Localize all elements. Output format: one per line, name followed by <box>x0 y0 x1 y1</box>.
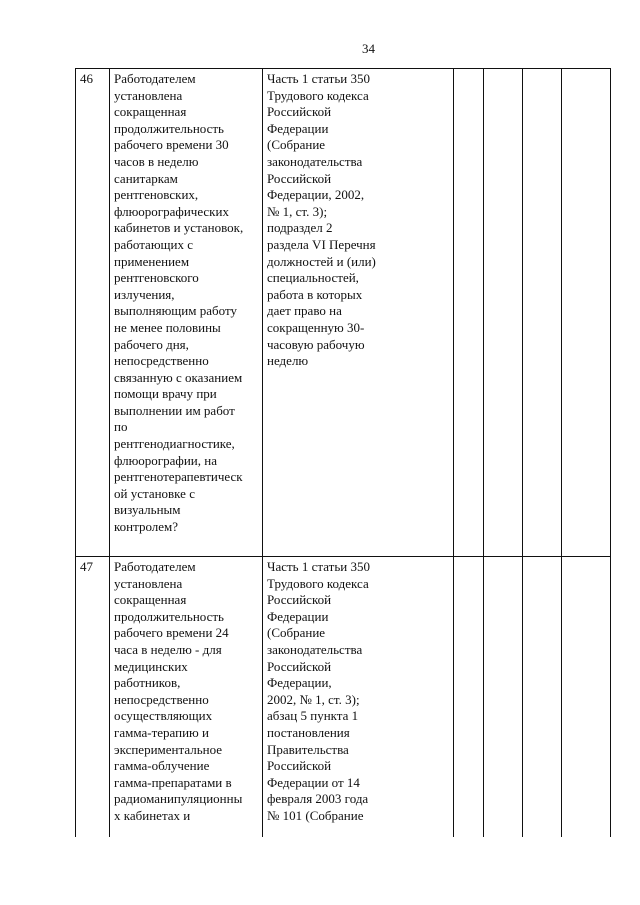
text-line: Федерации, 2002, <box>267 187 365 203</box>
text-line: Трудового кодекса <box>267 87 369 103</box>
text-line: Федерации <box>267 608 329 624</box>
text-line: Российской <box>267 758 332 774</box>
text-line: рентгенодиагностике, <box>114 436 235 452</box>
text-line: контролем? <box>114 519 179 535</box>
text-line: Федерации, <box>267 675 332 691</box>
text-line: часов в неделю <box>114 153 199 169</box>
checklist-table <box>75 68 611 837</box>
text-line: рабочего дня, <box>114 336 189 352</box>
text-line: № 101 (Собрание <box>267 807 364 823</box>
legal-reference-cell <box>263 557 454 837</box>
text-line: специальностей, <box>267 270 359 286</box>
text-line: Российской <box>267 658 332 674</box>
answer-cell-2 <box>484 69 523 557</box>
text-line: излучения, <box>114 286 175 302</box>
text-line: выполнении им работ <box>114 402 235 418</box>
answer-cell-4 <box>562 69 611 557</box>
text-line: Часть 1 статьи 350 <box>267 71 370 86</box>
text-line: сокращенную 30- <box>267 319 365 335</box>
text-line: сокращенная <box>114 592 187 608</box>
answer-cell-2 <box>484 557 523 837</box>
question-text <box>110 557 262 825</box>
text-line: кабинетов и установок, <box>114 220 244 236</box>
text-line: непосредственно <box>114 353 209 369</box>
text-line: выполняющим работу <box>114 303 237 319</box>
text-line: Российской <box>267 170 332 186</box>
text-line: часовую рабочую <box>267 336 365 352</box>
text-line: работников, <box>114 675 181 691</box>
text-line: работающих с <box>114 236 194 252</box>
text-line: рентгенотерапевтическ <box>114 469 243 485</box>
text-line: осуществляющих <box>114 708 213 724</box>
text-line: Российской <box>267 592 332 608</box>
text-line: флюорографии, на <box>114 452 217 468</box>
text-line: гамма-терапию и <box>114 724 209 740</box>
text-line: рентгеновского <box>114 270 199 286</box>
text-line: визуальным <box>114 502 181 518</box>
text-line: неделю <box>267 353 309 369</box>
question-cell <box>110 69 263 557</box>
answer-cell-1 <box>454 557 484 837</box>
text-line: Федерации от 14 <box>267 774 360 790</box>
answer-cell-3 <box>523 557 562 837</box>
answer-cell-3 <box>523 69 562 557</box>
answer-cell-1 <box>454 69 484 557</box>
text-line: связанную с оказанием <box>114 369 243 385</box>
text-line: рабочего времени 24 <box>114 625 229 641</box>
text-line: санитаркам <box>114 170 178 186</box>
text-line: помощи врачу при <box>114 386 217 402</box>
text-line: должностей и (или) <box>267 253 376 269</box>
text-line: Часть 1 статьи 350 <box>267 559 370 574</box>
text-line: непосредственно <box>114 691 209 707</box>
text-line: абзац 5 пункта 1 <box>267 708 359 724</box>
row-number-cell <box>76 69 110 557</box>
page-number: 34 <box>362 41 375 56</box>
text-line: по <box>114 419 128 435</box>
question-text <box>110 69 262 536</box>
text-line: установлена <box>114 87 183 103</box>
text-line: установлена <box>114 575 183 591</box>
text-line: не менее половины <box>114 319 221 335</box>
text-line: (Собрание <box>267 137 326 153</box>
text-line: дает право на <box>267 303 342 319</box>
text-line: подраздел 2 <box>267 220 333 236</box>
text-line: работа в которых <box>267 286 363 302</box>
text-line: Российской <box>267 104 332 120</box>
text-line: 2002, № 1, ст. 3); <box>267 691 360 707</box>
text-line: (Собрание <box>267 625 326 641</box>
text-line: продолжительность <box>114 120 224 136</box>
text-line: постановления <box>267 724 350 740</box>
text-line: Работодателем <box>114 559 196 574</box>
row-number-cell <box>76 557 110 837</box>
legal-reference-cell <box>263 69 454 557</box>
table-row <box>76 557 611 837</box>
text-line: сокращенная <box>114 104 187 120</box>
text-line: гамма-облучение <box>114 758 210 774</box>
text-line: Федерации <box>267 120 329 136</box>
text-line: рентгеновских, <box>114 187 199 203</box>
text-line: х кабинетах и <box>114 807 191 823</box>
legal-reference-text <box>263 557 453 825</box>
text-line: рабочего времени 30 <box>114 137 229 153</box>
text-line: законодательства <box>267 641 363 657</box>
row-number: 47 <box>80 559 93 574</box>
text-line: радиоманипуляционны <box>114 791 243 807</box>
text-line: экспериментальное <box>114 741 223 757</box>
answer-cell-4 <box>562 557 611 837</box>
row-number: 46 <box>80 71 93 86</box>
text-line: законодательства <box>267 153 363 169</box>
text-line: часа в неделю - для <box>114 641 222 657</box>
table-row <box>76 69 611 557</box>
text-line: № 1, ст. 3); <box>267 203 328 219</box>
text-line: Трудового кодекса <box>267 575 369 591</box>
text-line: медицинских <box>114 658 188 674</box>
text-line: гамма-препаратами в <box>114 774 232 790</box>
question-cell <box>110 557 263 837</box>
text-line: флюорографических <box>114 203 229 219</box>
text-line: Правительства <box>267 741 349 757</box>
text-line: Работодателем <box>114 71 196 86</box>
text-line: ой установке с <box>114 485 195 501</box>
text-line: раздела VI Перечня <box>267 236 376 252</box>
text-line: февраля 2003 года <box>267 791 369 807</box>
legal-reference-text <box>263 69 453 370</box>
text-line: продолжительность <box>114 608 224 624</box>
text-line: применением <box>114 253 190 269</box>
